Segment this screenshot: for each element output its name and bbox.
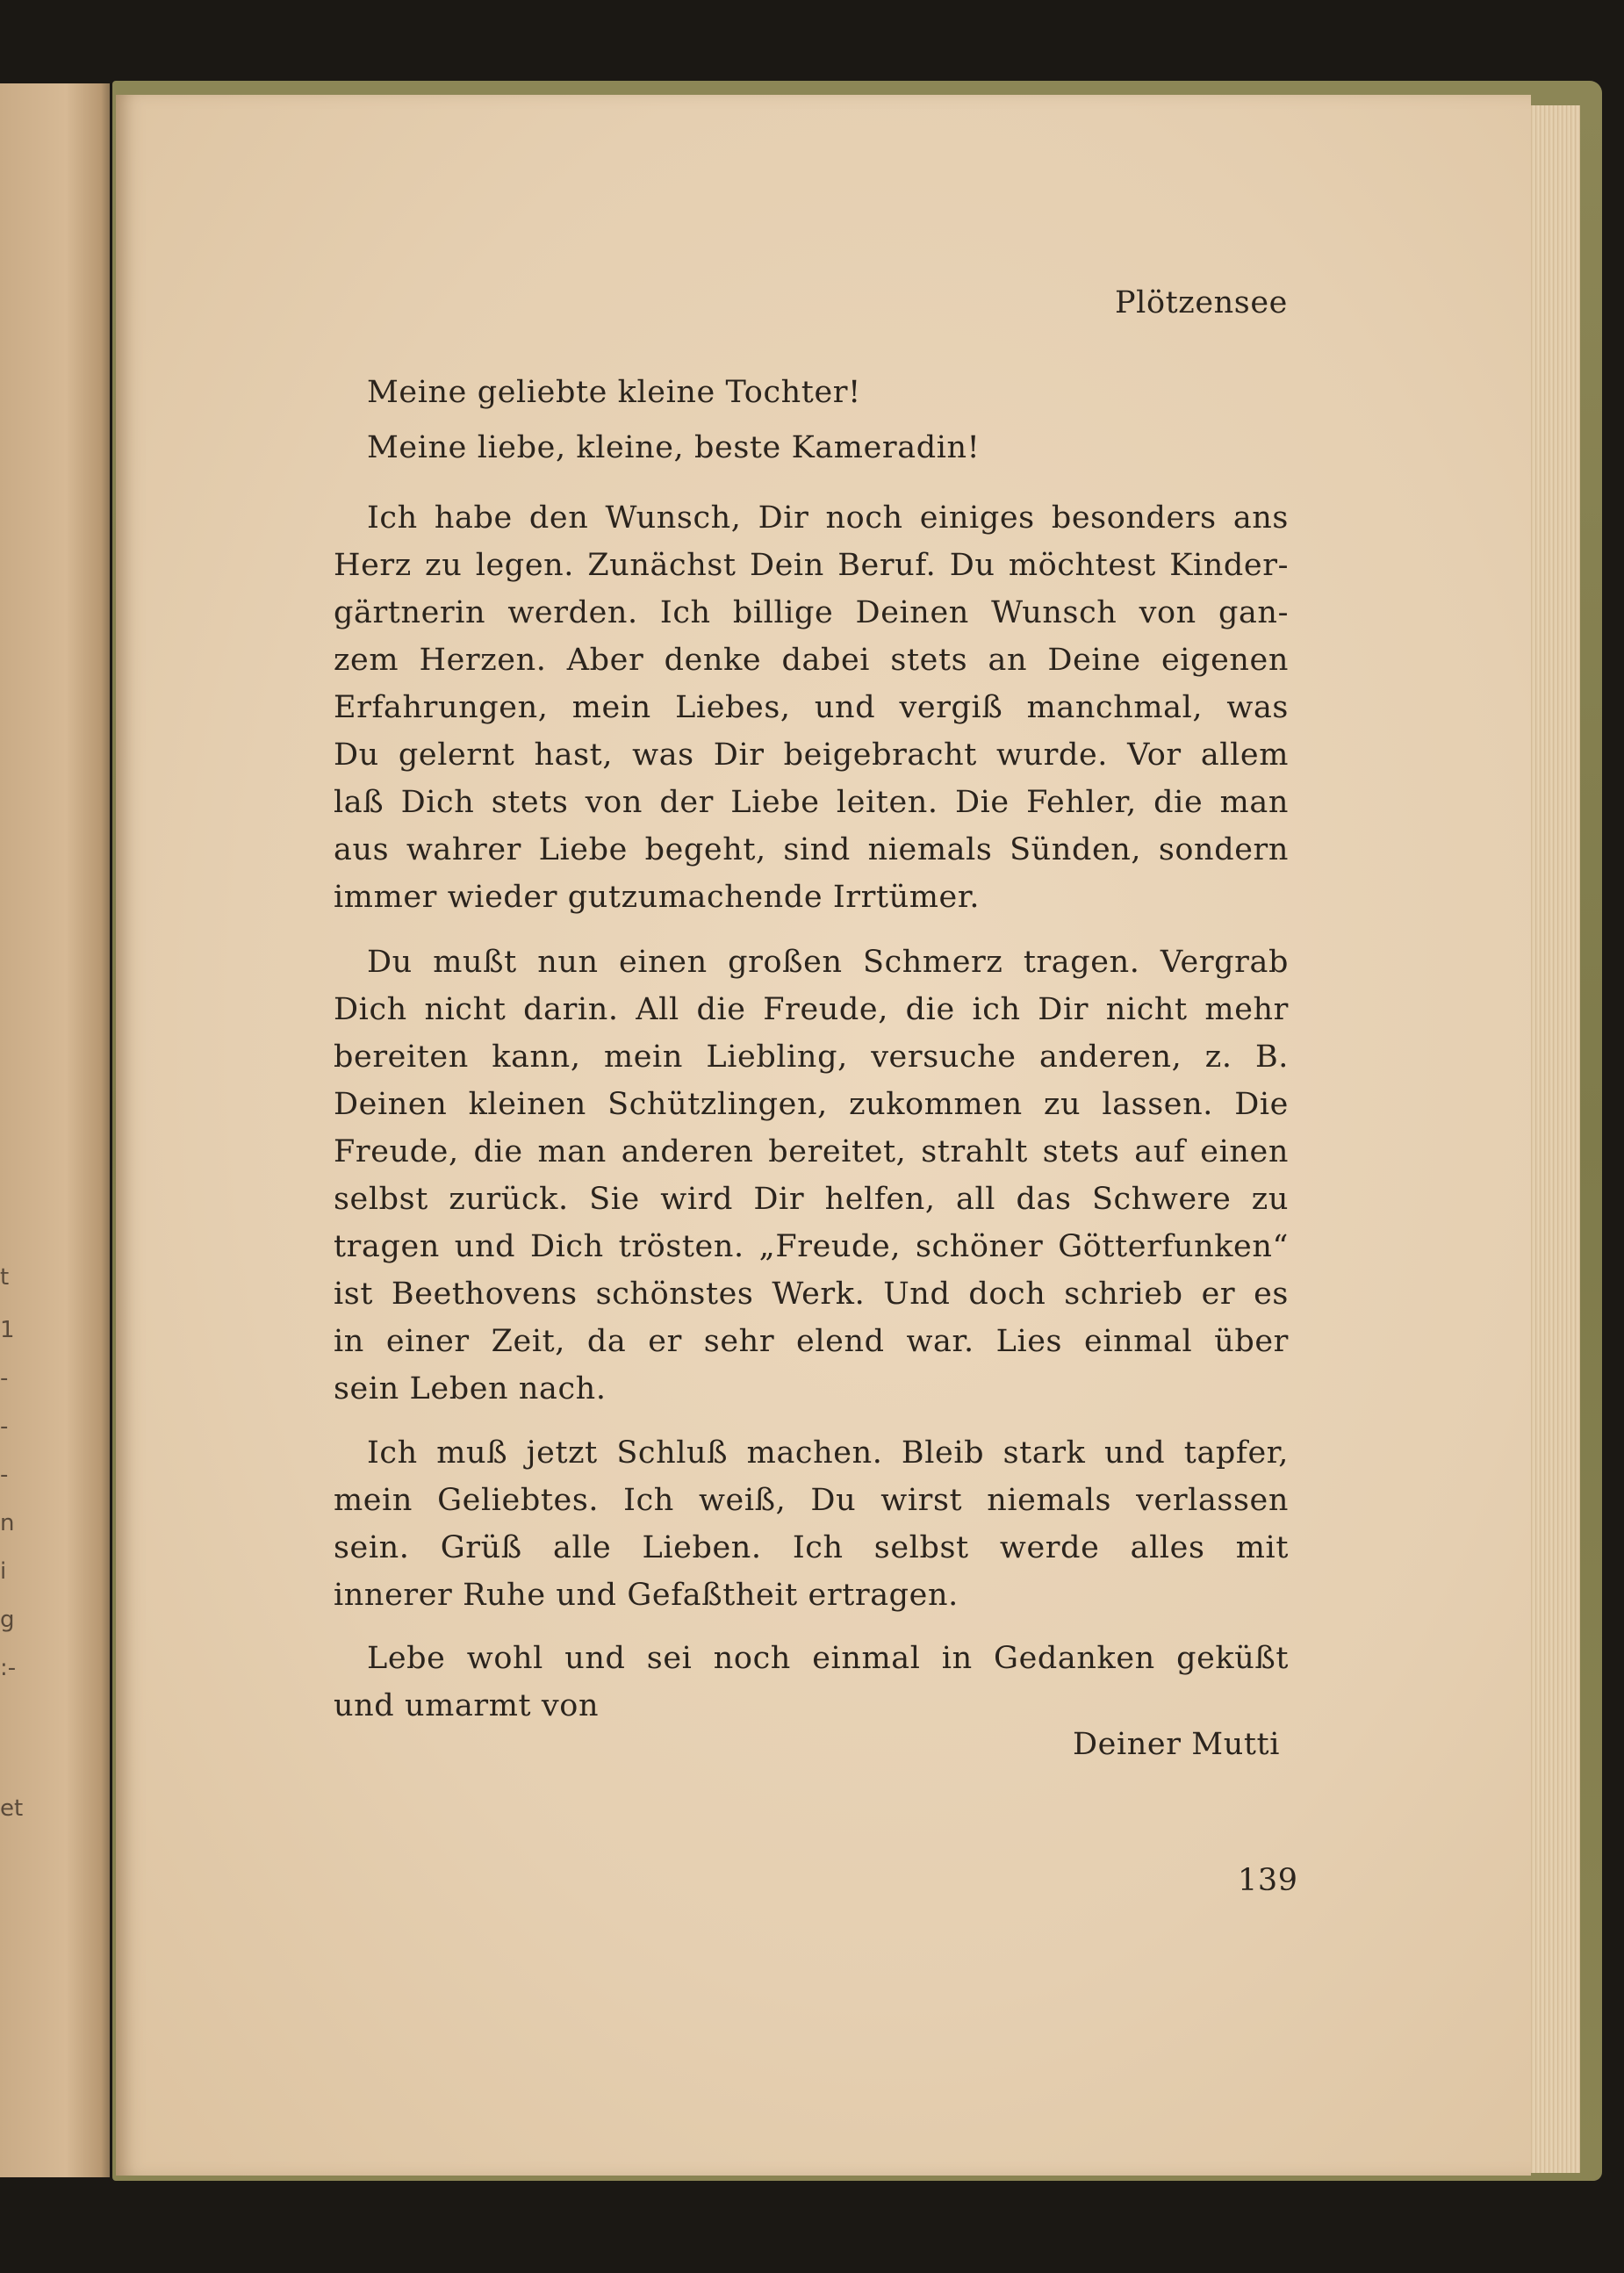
- salutation-line: Meine geliebte kleine Tochter!: [367, 375, 861, 410]
- text-line: Ich muß jetzt Schluß machen. Bleib stark und tapfer,: [367, 1435, 1289, 1471]
- left-page: [0, 83, 110, 2177]
- text-line: immer wieder gutzumachende Irrtümer.: [334, 880, 981, 915]
- paragraph-3: [334, 1429, 1289, 1619]
- text-line: in einer Zeit, da er sehr elend war. Lies einmal über: [334, 1324, 1289, 1359]
- left-page-fragment: -: [0, 1365, 9, 1392]
- left-page-fragment: n: [0, 1510, 15, 1536]
- text-line: laß Dich stets von der Liebe leiten. Die Fehler, die man: [334, 785, 1289, 820]
- left-page-fragment: :-: [0, 1655, 17, 1681]
- text-line: Lebe wohl und sei noch einmal in Gedanken geküßt: [367, 1641, 1289, 1676]
- left-page-fragment: i: [0, 1558, 7, 1585]
- text-line: Ich habe den Wunsch, Dir noch einiges besonders ans: [367, 500, 1289, 536]
- text-line: ist Beethovens schönstes Werk. Und doch schrieb er es: [334, 1277, 1289, 1312]
- text-line: tragen und Dich trösten. „Freude, schöner Götterfunken“: [334, 1229, 1289, 1264]
- text-line: Erfahrungen, mein Liebes, und vergiß manchmal, was: [334, 690, 1289, 725]
- left-page-fragment: 1: [0, 1317, 15, 1343]
- text-line: sein Leben nach.: [334, 1371, 607, 1406]
- text-line: Herz zu legen. Zunächst Dein Beruf. Du möchtest Kinder-: [334, 548, 1289, 583]
- paragraph-4: [334, 1635, 1289, 1730]
- text-line: gärtnerin werden. Ich billige Deinen Wunsch von gan-: [334, 595, 1289, 630]
- text-line: Freude, die man anderen bereitet, strahlt stets auf einen: [334, 1134, 1289, 1169]
- text-line: Du gelernt hast, was Dir beigebracht wurde. Vor allem: [334, 737, 1289, 773]
- left-page-fragment: -: [0, 1462, 9, 1488]
- signature: Deiner Mutti: [1073, 1727, 1280, 1762]
- text-line: mein Geliebtes. Ich weiß, Du wirst niemals verlassen: [334, 1483, 1289, 1518]
- text-line: Du mußt nun einen großen Schmerz tragen. Vergrab: [367, 945, 1289, 980]
- text-line: und umarmt von: [334, 1688, 600, 1723]
- text-line: Dich nicht darin. All die Freude, die ich Dir nicht mehr: [334, 992, 1289, 1027]
- left-page-fragment: g: [0, 1607, 15, 1633]
- place-heading: Plötzensee: [1115, 285, 1288, 320]
- text-line: innerer Ruhe und Gefaßtheit ertragen.: [334, 1578, 959, 1613]
- paragraph-2: [334, 939, 1289, 1413]
- salutation-line: Meine liebe, kleine, beste Kameradin!: [367, 430, 981, 465]
- text-line: Deinen kleinen Schützlingen, zukommen zu lassen. Die: [334, 1087, 1289, 1122]
- left-page-fragment: et: [0, 1795, 24, 1822]
- paragraph-1: [334, 494, 1289, 921]
- salutation: [367, 369, 980, 471]
- text-line: sein. Grüß alle Lieben. Ich selbst werde alles mit: [334, 1530, 1289, 1565]
- text-line: aus wahrer Liebe begeht, sind niemals Sünden, sondern: [334, 832, 1289, 867]
- left-page-fragment: t: [0, 1264, 10, 1291]
- text-line: selbst zurück. Sie wird Dir helfen, all das Schwere zu: [334, 1182, 1289, 1217]
- text-line: bereiten kann, mein Liebling, versuche anderen, z. B.: [334, 1039, 1289, 1075]
- page-number: 139: [1238, 1863, 1298, 1898]
- text-line: zem Herzen. Aber denke dabei stets an Deine eigenen: [334, 643, 1289, 678]
- left-page-fragment: -: [0, 1413, 9, 1440]
